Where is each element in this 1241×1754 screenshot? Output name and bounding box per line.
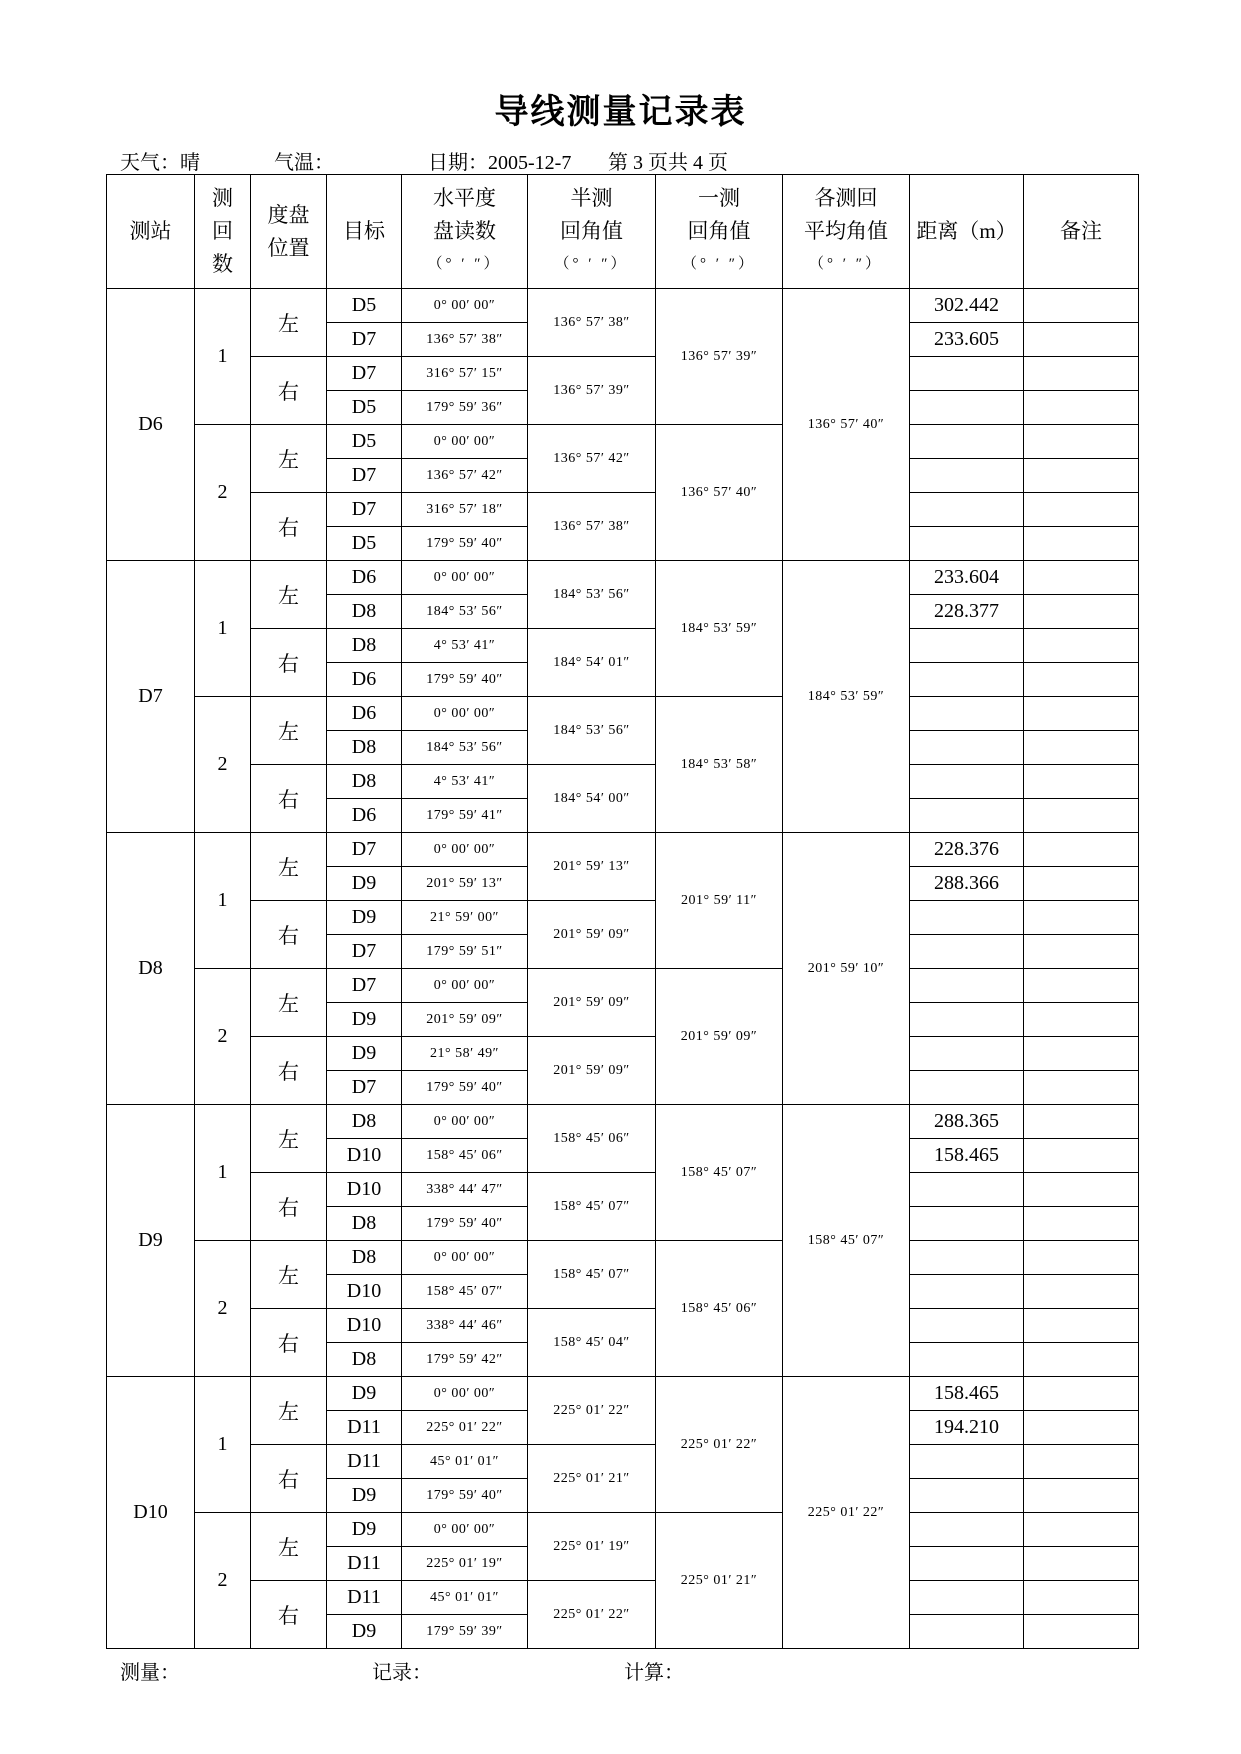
table-row [107, 1513, 1139, 1547]
target-cell: D10 [327, 1275, 402, 1309]
date-label: 日期：2005-12-7 [428, 152, 572, 174]
table-row [107, 425, 1139, 459]
face-position-cell: 右 [251, 357, 327, 425]
half-round-angle-cell: 184° 54′ 01″ [528, 629, 656, 697]
target-cell: D9 [327, 1513, 402, 1547]
distance-cell [910, 1479, 1024, 1513]
distance-cell [910, 697, 1024, 731]
remarks-cell [1024, 289, 1139, 323]
remarks-cell [1024, 799, 1139, 833]
reading-cell: 4° 53′ 41″ [402, 765, 528, 799]
distance-cell [910, 799, 1024, 833]
table-row [107, 833, 1139, 867]
target-cell: D9 [327, 1479, 402, 1513]
remarks-cell [1024, 1003, 1139, 1037]
face-position-cell: 左 [251, 697, 327, 765]
header-mean-line: 各测回 [814, 186, 878, 210]
round-number-cell: 1 [195, 1377, 251, 1513]
distance-cell: 302.442 [910, 289, 1024, 323]
reading-cell: 0° 00′ 00″ [402, 1241, 528, 1275]
header-half-line: 半测 [570, 186, 613, 210]
face-position-cell: 右 [251, 1581, 327, 1649]
recorder-label: 记录： [372, 1662, 432, 1684]
one-round-angle-cell: 136° 57′ 40″ [656, 425, 783, 561]
one-round-angle-cell: 184° 53′ 59″ [656, 561, 783, 697]
reading-cell: 179° 59′ 51″ [402, 935, 528, 969]
reading-cell: 21° 58′ 49″ [402, 1037, 528, 1071]
remarks-cell [1024, 1547, 1139, 1581]
round-number-cell: 1 [195, 561, 251, 697]
distance-cell [910, 629, 1024, 663]
header-mean-unit: （° ′ ″） [808, 256, 884, 272]
face-position-cell: 左 [251, 425, 327, 493]
remarks-cell [1024, 391, 1139, 425]
distance-cell: 158.465 [910, 1377, 1024, 1411]
header-mean [783, 175, 910, 289]
distance-cell [910, 527, 1024, 561]
target-cell: D7 [327, 493, 402, 527]
target-cell: D5 [327, 527, 402, 561]
face-position-cell: 右 [251, 1037, 327, 1105]
face-position-cell: 右 [251, 901, 327, 969]
face-position-cell: 右 [251, 1309, 327, 1377]
page-number-label: 第 3 页共 4 页 [608, 152, 728, 174]
target-cell: D5 [327, 391, 402, 425]
distance-cell: 288.365 [910, 1105, 1024, 1139]
reading-cell: 136° 57′ 42″ [402, 459, 528, 493]
half-round-angle-cell: 158° 45′ 07″ [528, 1241, 656, 1309]
reading-cell: 225° 01′ 19″ [402, 1547, 528, 1581]
face-position-cell: 右 [251, 493, 327, 561]
one-round-angle-cell: 158° 45′ 06″ [656, 1241, 783, 1377]
station-cell: D8 [107, 833, 195, 1105]
remarks-cell [1024, 697, 1139, 731]
target-cell: D9 [327, 1615, 402, 1649]
table-row [107, 1445, 1139, 1479]
target-cell: D8 [327, 1105, 402, 1139]
remarks-cell [1024, 561, 1139, 595]
remarks-cell [1024, 1343, 1139, 1377]
page-title: 导线测量记录表 [494, 92, 747, 132]
remarks-cell [1024, 357, 1139, 391]
reading-cell: 0° 00′ 00″ [402, 1377, 528, 1411]
mean-angle-cell: 184° 53′ 59″ [783, 561, 910, 833]
table-row [107, 1105, 1139, 1139]
reading-cell: 0° 00′ 00″ [402, 697, 528, 731]
reading-cell: 179° 59′ 39″ [402, 1615, 528, 1649]
header-reading-unit: （° ′ ″） [427, 256, 502, 272]
round-number-cell: 1 [195, 289, 251, 425]
station-cell: D10 [107, 1377, 195, 1649]
one-round-angle-cell: 201° 59′ 09″ [656, 969, 783, 1105]
target-cell: D10 [327, 1173, 402, 1207]
reading-cell: 45° 01′ 01″ [402, 1581, 528, 1615]
header-face-line: 位置 [267, 235, 310, 260]
remarks-cell [1024, 969, 1139, 1003]
remarks-cell [1024, 527, 1139, 561]
distance-cell [910, 1037, 1024, 1071]
header-distance: 距离（m） [910, 175, 1024, 289]
remarks-cell [1024, 629, 1139, 663]
remarks-cell [1024, 493, 1139, 527]
one-round-angle-cell: 225° 01′ 22″ [656, 1377, 783, 1513]
reading-cell: 184° 53′ 56″ [402, 595, 528, 629]
table-row [107, 289, 1139, 323]
target-cell: D7 [327, 357, 402, 391]
distance-cell [910, 1581, 1024, 1615]
remarks-cell [1024, 459, 1139, 493]
reading-cell: 316° 57′ 18″ [402, 493, 528, 527]
target-cell: D7 [327, 323, 402, 357]
half-round-angle-cell: 158° 45′ 04″ [528, 1309, 656, 1377]
round-number-cell: 2 [195, 697, 251, 833]
remarks-cell [1024, 1479, 1139, 1513]
remarks-cell [1024, 1139, 1139, 1173]
mean-angle-cell: 225° 01′ 22″ [783, 1377, 910, 1649]
remarks-cell [1024, 1105, 1139, 1139]
remarks-cell [1024, 765, 1139, 799]
remarks-cell [1024, 1037, 1139, 1071]
remarks-cell [1024, 1173, 1139, 1207]
table-row [107, 1173, 1139, 1207]
record-body [107, 289, 1139, 1649]
header-face-line: 度盘 [267, 202, 310, 227]
remarks-cell [1024, 935, 1139, 969]
face-position-cell: 右 [251, 629, 327, 697]
target-cell: D10 [327, 1309, 402, 1343]
reading-cell: 0° 00′ 00″ [402, 1513, 528, 1547]
reading-cell: 338° 44′ 46″ [402, 1309, 528, 1343]
target-cell: D8 [327, 595, 402, 629]
half-round-angle-cell: 184° 53′ 56″ [528, 561, 656, 629]
distance-cell [910, 391, 1024, 425]
target-cell: D8 [327, 765, 402, 799]
remarks-cell [1024, 1207, 1139, 1241]
reading-cell: 225° 01′ 22″ [402, 1411, 528, 1445]
half-round-angle-cell: 225° 01′ 22″ [528, 1581, 656, 1649]
table-row [107, 697, 1139, 731]
one-round-angle-cell: 184° 53′ 58″ [656, 697, 783, 833]
mean-angle-cell: 201° 59′ 10″ [783, 833, 910, 1105]
header-face [251, 175, 327, 289]
header-half-round [528, 175, 656, 289]
header-target: 目标 [327, 175, 402, 289]
table-row [107, 1241, 1139, 1275]
target-cell: D11 [327, 1547, 402, 1581]
header-remarks: 备注 [1024, 175, 1139, 289]
distance-cell [910, 1513, 1024, 1547]
distance-cell: 233.605 [910, 323, 1024, 357]
header-mean-line: 平均角值 [804, 219, 888, 243]
distance-cell [910, 1309, 1024, 1343]
target-cell: D7 [327, 1071, 402, 1105]
header-one-unit: （° ′ ″） [681, 256, 757, 272]
table-row [107, 969, 1139, 1003]
table-row [107, 901, 1139, 935]
target-cell: D8 [327, 1207, 402, 1241]
face-position-cell: 左 [251, 969, 327, 1037]
header-row [107, 175, 1139, 289]
target-cell: D9 [327, 901, 402, 935]
survey-record-table [106, 174, 1139, 1649]
header-round-line: 数 [212, 252, 233, 276]
reading-cell: 45° 01′ 01″ [402, 1445, 528, 1479]
reading-cell: 316° 57′ 15″ [402, 357, 528, 391]
distance-cell [910, 901, 1024, 935]
distance-cell [910, 731, 1024, 765]
round-number-cell: 2 [195, 969, 251, 1105]
half-round-angle-cell: 201° 59′ 13″ [528, 833, 656, 901]
reading-cell: 179° 59′ 40″ [402, 1479, 528, 1513]
half-round-angle-cell: 225° 01′ 22″ [528, 1377, 656, 1445]
half-round-angle-cell: 201° 59′ 09″ [528, 1037, 656, 1105]
table-row [107, 1581, 1139, 1615]
target-cell: D7 [327, 459, 402, 493]
face-position-cell: 左 [251, 1241, 327, 1309]
distance-cell [910, 459, 1024, 493]
reading-cell: 0° 00′ 00″ [402, 969, 528, 1003]
header-reading-line: 盘读数 [433, 219, 496, 243]
remarks-cell [1024, 1615, 1139, 1649]
half-round-angle-cell: 225° 01′ 19″ [528, 1513, 656, 1581]
surveyor-label: 测量： [120, 1662, 180, 1684]
target-cell: D9 [327, 1003, 402, 1037]
half-round-angle-cell: 201° 59′ 09″ [528, 969, 656, 1037]
remarks-cell [1024, 1581, 1139, 1615]
face-position-cell: 右 [251, 1445, 327, 1513]
distance-cell [910, 1173, 1024, 1207]
distance-cell [910, 1003, 1024, 1037]
remarks-cell [1024, 1275, 1139, 1309]
reading-cell: 0° 00′ 00″ [402, 1105, 528, 1139]
distance-cell [910, 1207, 1024, 1241]
face-position-cell: 左 [251, 561, 327, 629]
half-round-angle-cell: 136° 57′ 42″ [528, 425, 656, 493]
reading-cell: 338° 44′ 47″ [402, 1173, 528, 1207]
half-round-angle-cell: 201° 59′ 09″ [528, 901, 656, 969]
face-position-cell: 右 [251, 1173, 327, 1241]
remarks-cell [1024, 867, 1139, 901]
station-cell: D9 [107, 1105, 195, 1377]
reading-cell: 179° 59′ 40″ [402, 663, 528, 697]
target-cell: D7 [327, 969, 402, 1003]
header-half-line: 回角值 [560, 219, 623, 243]
header-one-line: 回角值 [687, 219, 751, 243]
table-row [107, 1309, 1139, 1343]
distance-cell: 228.376 [910, 833, 1024, 867]
distance-cell: 194.210 [910, 1411, 1024, 1445]
remarks-cell [1024, 1241, 1139, 1275]
header-one-round [656, 175, 783, 289]
table-row [107, 765, 1139, 799]
target-cell: D8 [327, 731, 402, 765]
target-cell: D5 [327, 289, 402, 323]
target-cell: D11 [327, 1411, 402, 1445]
target-cell: D6 [327, 663, 402, 697]
distance-cell [910, 1547, 1024, 1581]
target-cell: D9 [327, 1377, 402, 1411]
round-number-cell: 2 [195, 1241, 251, 1377]
distance-cell [910, 663, 1024, 697]
half-round-angle-cell: 136° 57′ 39″ [528, 357, 656, 425]
distance-cell [910, 969, 1024, 1003]
target-cell: D8 [327, 629, 402, 663]
face-position-cell: 左 [251, 1513, 327, 1581]
table-row [107, 629, 1139, 663]
table-row [107, 357, 1139, 391]
header-one-line: 一测 [698, 186, 740, 210]
remarks-cell [1024, 901, 1139, 935]
mean-angle-cell: 158° 45′ 07″ [783, 1105, 910, 1377]
one-round-angle-cell: 158° 45′ 07″ [656, 1105, 783, 1241]
distance-cell: 288.366 [910, 867, 1024, 901]
half-round-angle-cell: 136° 57′ 38″ [528, 493, 656, 561]
distance-cell [910, 1241, 1024, 1275]
remarks-cell [1024, 1377, 1139, 1411]
target-cell: D9 [327, 867, 402, 901]
distance-cell [910, 1343, 1024, 1377]
reading-cell: 179° 59′ 40″ [402, 1071, 528, 1105]
reading-cell: 179° 59′ 41″ [402, 799, 528, 833]
remarks-cell [1024, 425, 1139, 459]
distance-cell [910, 765, 1024, 799]
remarks-cell [1024, 1411, 1139, 1445]
header-reading-line: 水平度 [433, 186, 496, 210]
target-cell: D8 [327, 1343, 402, 1377]
remarks-cell [1024, 595, 1139, 629]
round-number-cell: 2 [195, 425, 251, 561]
half-round-angle-cell: 184° 53′ 56″ [528, 697, 656, 765]
face-position-cell: 左 [251, 1105, 327, 1173]
face-position-cell: 右 [251, 765, 327, 833]
remarks-cell [1024, 1071, 1139, 1105]
round-number-cell: 1 [195, 1105, 251, 1241]
header-round [195, 175, 251, 289]
distance-cell [910, 357, 1024, 391]
header-station: 测站 [107, 175, 195, 289]
reading-cell: 179° 59′ 42″ [402, 1343, 528, 1377]
face-position-cell: 左 [251, 833, 327, 901]
target-cell: D6 [327, 697, 402, 731]
station-cell: D7 [107, 561, 195, 833]
distance-cell [910, 1445, 1024, 1479]
round-number-cell: 2 [195, 1513, 251, 1649]
reading-cell: 0° 00′ 00″ [402, 561, 528, 595]
reading-cell: 179° 59′ 40″ [402, 1207, 528, 1241]
face-position-cell: 左 [251, 1377, 327, 1445]
target-cell: D6 [327, 799, 402, 833]
reading-cell: 136° 57′ 38″ [402, 323, 528, 357]
header-round-line: 测 [212, 186, 233, 210]
half-round-angle-cell: 184° 54′ 00″ [528, 765, 656, 833]
distance-cell [910, 425, 1024, 459]
table-row [107, 1037, 1139, 1071]
header-half-unit: （° ′ ″） [554, 256, 629, 272]
half-round-angle-cell: 136° 57′ 38″ [528, 289, 656, 357]
table-row [107, 561, 1139, 595]
distance-cell [910, 1615, 1024, 1649]
reading-cell: 179° 59′ 36″ [402, 391, 528, 425]
distance-cell [910, 1071, 1024, 1105]
remarks-cell [1024, 1513, 1139, 1547]
distance-cell [910, 1275, 1024, 1309]
remarks-cell [1024, 833, 1139, 867]
reading-cell: 158° 45′ 06″ [402, 1139, 528, 1173]
calculator-label: 计算： [624, 1662, 684, 1684]
reading-cell: 158° 45′ 07″ [402, 1275, 528, 1309]
one-round-angle-cell: 136° 57′ 39″ [656, 289, 783, 425]
temperature-label: 气温： [274, 152, 334, 174]
remarks-cell [1024, 731, 1139, 765]
reading-cell: 21° 59′ 00″ [402, 901, 528, 935]
station-cell: D6 [107, 289, 195, 561]
remarks-cell [1024, 663, 1139, 697]
target-cell: D8 [327, 1241, 402, 1275]
distance-cell: 158.465 [910, 1139, 1024, 1173]
weather-label: 天气：晴 [120, 152, 200, 174]
face-position-cell: 左 [251, 289, 327, 357]
remarks-cell [1024, 1445, 1139, 1479]
distance-cell [910, 935, 1024, 969]
half-round-angle-cell: 158° 45′ 06″ [528, 1105, 656, 1173]
reading-cell: 4° 53′ 41″ [402, 629, 528, 663]
header-reading [402, 175, 528, 289]
distance-cell: 228.377 [910, 595, 1024, 629]
remarks-cell [1024, 323, 1139, 357]
half-round-angle-cell: 158° 45′ 07″ [528, 1173, 656, 1241]
one-round-angle-cell: 225° 01′ 21″ [656, 1513, 783, 1649]
reading-cell: 184° 53′ 56″ [402, 731, 528, 765]
target-cell: D5 [327, 425, 402, 459]
target-cell: D6 [327, 561, 402, 595]
target-cell: D9 [327, 1037, 402, 1071]
target-cell: D11 [327, 1581, 402, 1615]
remarks-cell [1024, 1309, 1139, 1343]
one-round-angle-cell: 201° 59′ 11″ [656, 833, 783, 969]
distance-cell [910, 493, 1024, 527]
target-cell: D11 [327, 1445, 402, 1479]
table-row [107, 493, 1139, 527]
reading-cell: 0° 00′ 00″ [402, 425, 528, 459]
reading-cell: 179° 59′ 40″ [402, 527, 528, 561]
distance-cell: 233.604 [910, 561, 1024, 595]
mean-angle-cell: 136° 57′ 40″ [783, 289, 910, 561]
reading-cell: 201° 59′ 13″ [402, 867, 528, 901]
reading-cell: 0° 00′ 00″ [402, 833, 528, 867]
target-cell: D7 [327, 935, 402, 969]
target-cell: D7 [327, 833, 402, 867]
target-cell: D10 [327, 1139, 402, 1173]
reading-cell: 201° 59′ 09″ [402, 1003, 528, 1037]
table-row [107, 1377, 1139, 1411]
round-number-cell: 1 [195, 833, 251, 969]
reading-cell: 0° 00′ 00″ [402, 289, 528, 323]
half-round-angle-cell: 225° 01′ 21″ [528, 1445, 656, 1513]
header-round-line: 回 [212, 219, 233, 243]
